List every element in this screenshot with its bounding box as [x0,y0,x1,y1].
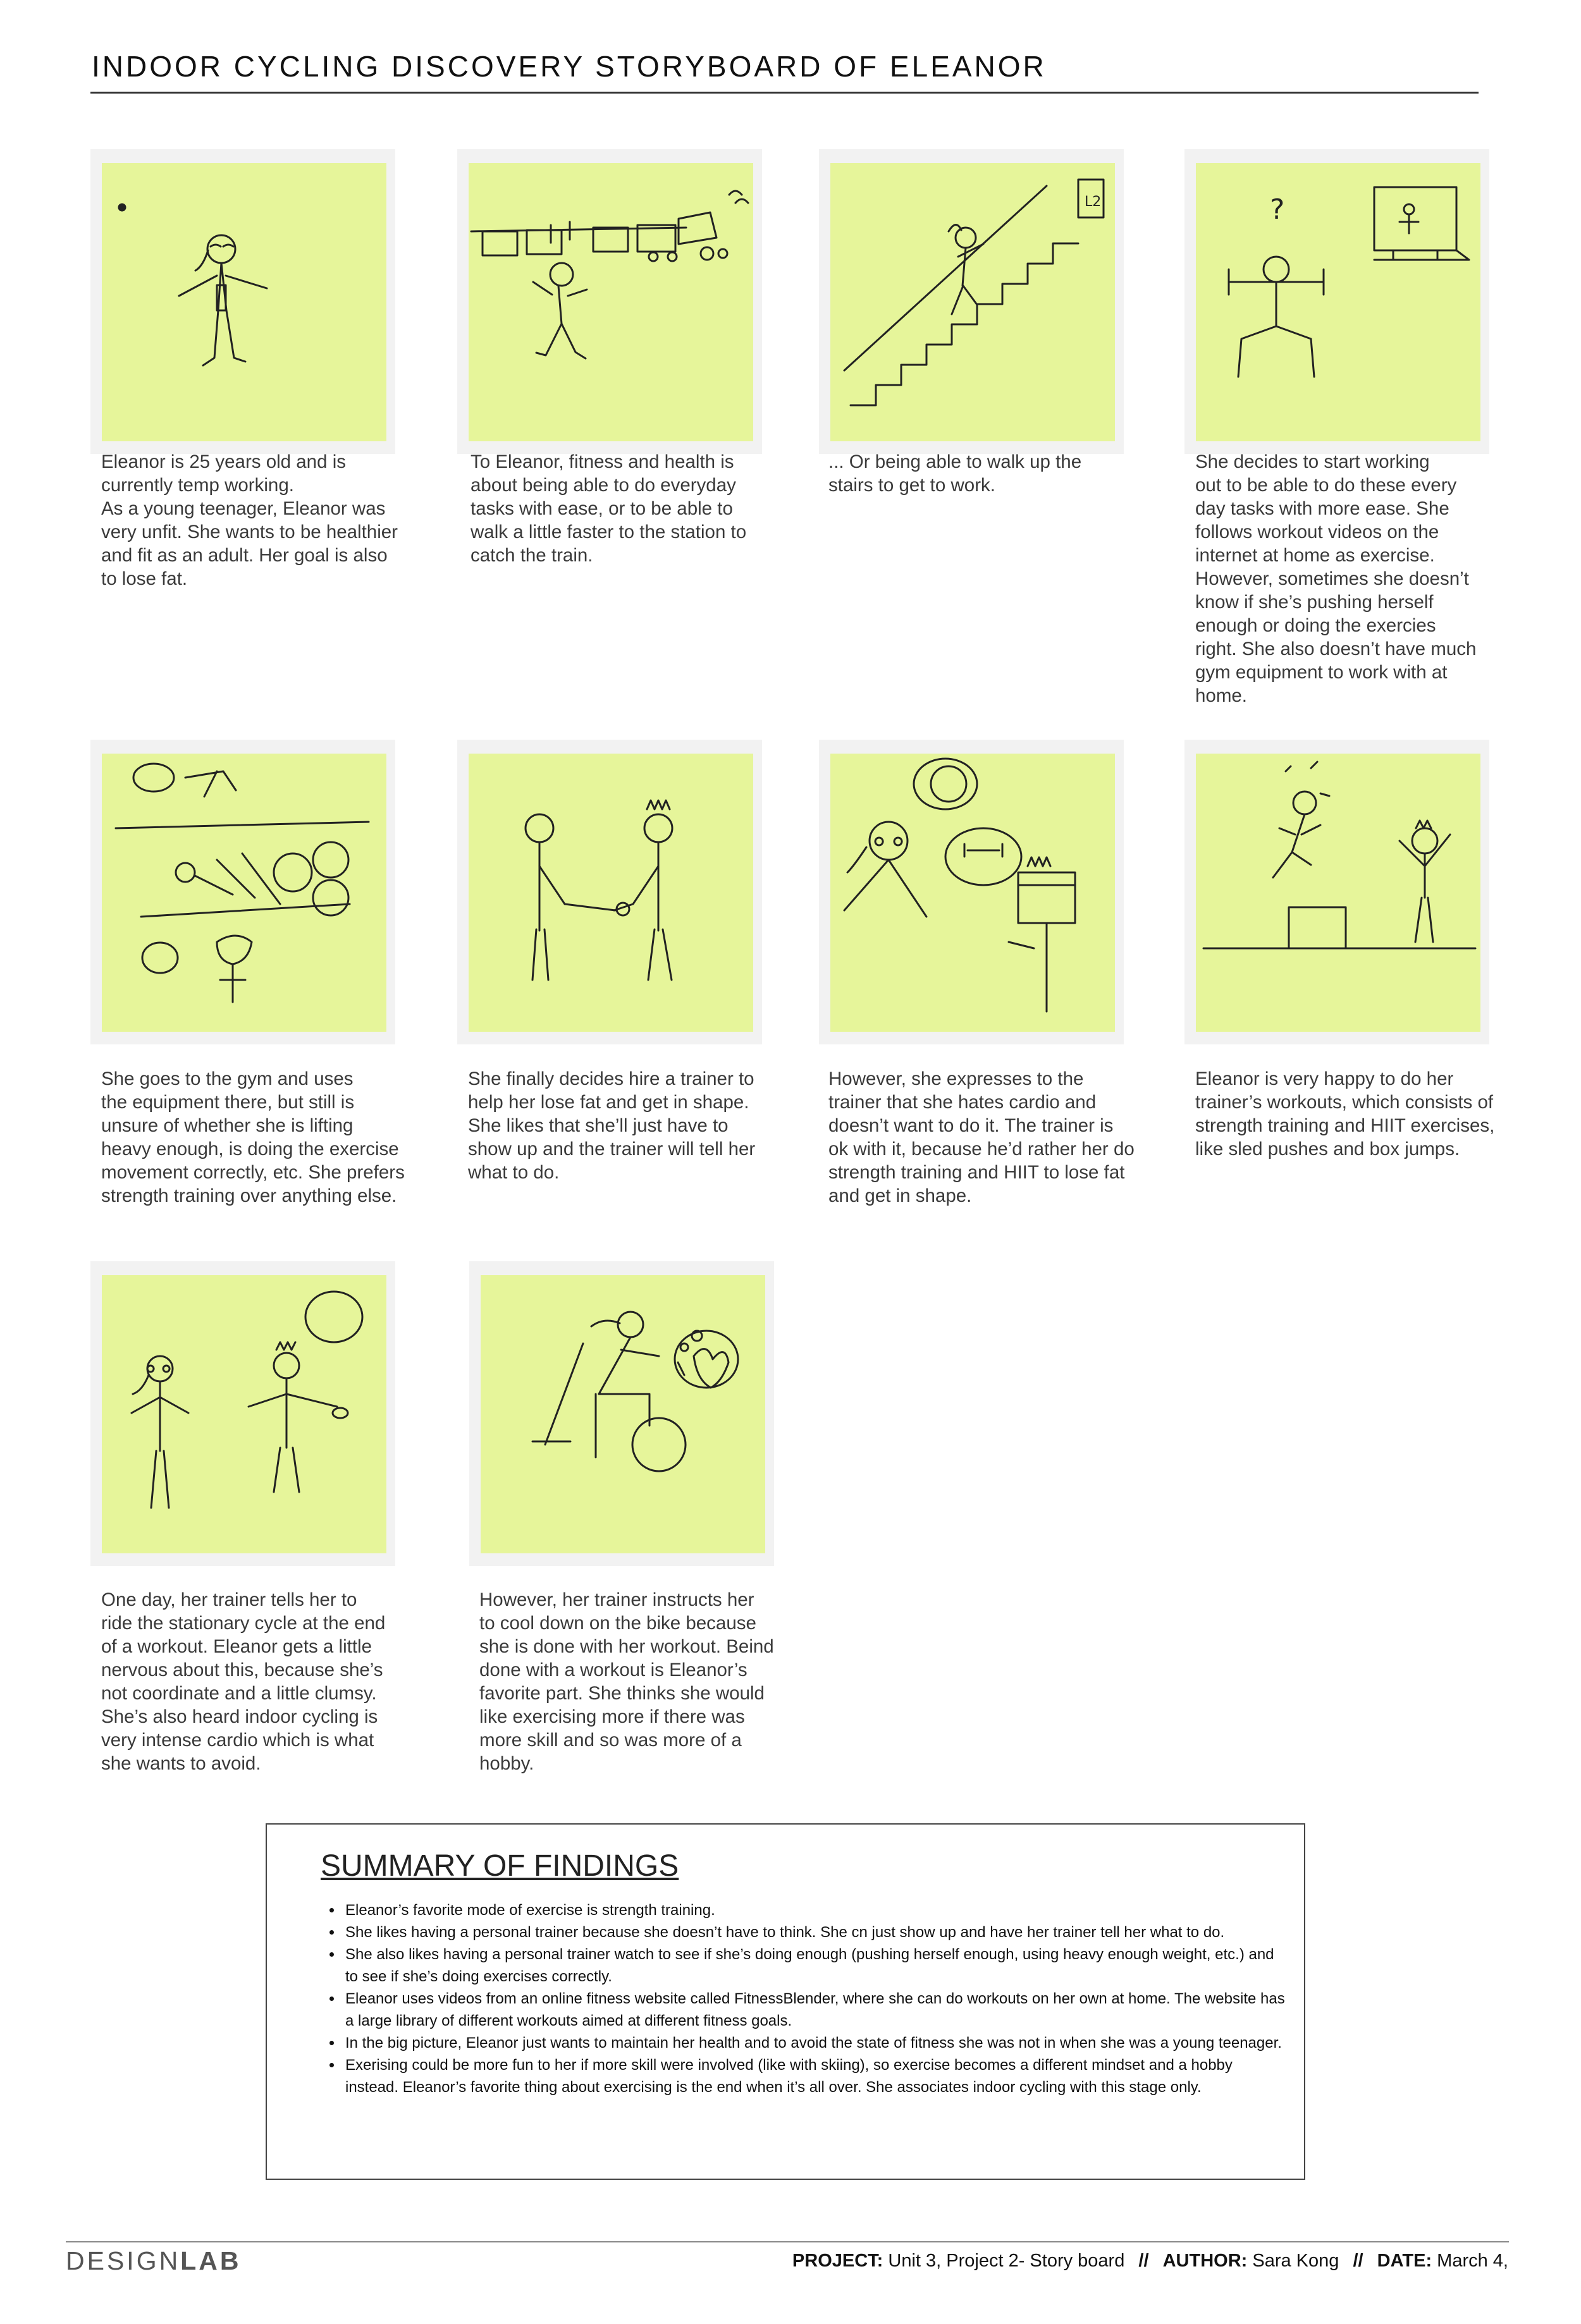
summary-item: • Exerising could be more fun to her if more skill were involved (like with skiing), so exercise becomes a different mindset and a hobby instead. Eleanor’s favorite thing about exercising is the end when it’s all over. She associates indoor cycling with this stage only. [343,2054,1285,2098]
sketch-panel-5 [90,740,395,1044]
project-value: Unit 3, Project 2- Story board [888,2251,1125,2271]
author-label: AUTHOR: [1162,2251,1248,2271]
project-label: PROJECT: [792,2251,883,2271]
panel-3-caption: ... Or being able to walk up the stairs to get to work. [828,451,1082,496]
summary-item: • She also likes having a personal trainer watch to see if she’s doing enough (pushing herself enough, using heavy enough weight, etc.) and to see if she’s doing exercises correctly. [343,1943,1285,1988]
question-mark-text: ? [1270,193,1285,226]
panel-2-caption: To Eleanor, fitness and health is about being able to do everyday tasks with ease, or to be able to walk a little faster to the station to catch the train. [471,451,747,566]
logo-lab: LAB [180,2246,242,2275]
sketch-panel-2 [457,149,762,454]
panel-7-caption: However, she expresses to the trainer that she hates cardio and doesn’t want to do it. The trainer is ok with it, because he’d rather her do strength training and HIIT to lose fat and get in shape. [828,1068,1135,1206]
stairs-sign-text: L2 [1085,194,1102,210]
footer-meta [792,2251,1508,2272]
panel-4-caption: She decides to start working out to be able to do these every day tasks with more ease. She follows workout videos on the internet at home as exercise. However, sometimes she doesn’t know if she’s pushing herself enough or doing the exercies right. She also doesn’t have much gym equipment to work with at home. [1195,451,1477,706]
date-label: DATE: [1377,2251,1432,2271]
date-value: March 4, [1437,2251,1508,2271]
separator: // [1353,2251,1363,2271]
summary-title: SUMMARY OF FINDINGS [321,1849,679,1883]
footer-divider [66,2241,1509,2242]
summary-list [317,1899,1285,2098]
summary-of-findings-box [266,1823,1305,2180]
title-divider [90,92,1479,94]
panel-6-caption: She finally decides hire a trainer to help her lose fat and get in shape. She likes that she’ll just have to show up and the trainer will tell her what to do. [468,1068,756,1183]
sketch-panel-6 [457,740,762,1044]
panel-9-caption: One day, her trainer tells her to ride the stationary cycle at the end of a workout. Eleanor gets a little nervous about this, because she’s not coordinate and a little clumsy. She’s also heard indoor cycling is very intense cardio which is what she wants to avoid. [101,1589,386,1774]
panel-8-caption: Eleanor is very happy to do her trainer’s workouts, which consists of strength training and HIIT exercises, like sled pushes and box jumps. [1195,1068,1495,1159]
summary-item: • She likes having a personal trainer because she doesn’t have to think. She cn just show up and have her trainer tell her what to do. [343,1921,1285,1943]
sketch-panel-4 [1184,149,1489,454]
panel-1-caption: Eleanor is 25 years old and is currently temp working. As a young teenager, Eleanor was very unfit. She wants to be healthier and fit as an adult. Her goal is also to lose fat. [101,451,398,589]
separator: // [1138,2251,1149,2271]
page-title: INDOOR CYCLING DISCOVERY STORYBOARD OF ELEANOR [92,50,1047,83]
logo-design: DESIGN [66,2246,181,2275]
sketch-panel-8 [1184,740,1489,1044]
author-value: Sara Kong [1252,2251,1339,2271]
panel-10-caption: However, her trainer instructs her to cool down on the bike because she is done with her workout. Beind done with a workout is Eleanor’s favorite part. She thinks she would like exercising more if there was more skill and so was more of a hobby. [479,1589,774,1774]
sketch-panel-7 [819,740,1124,1044]
sketch-panel-3 [819,149,1124,454]
sketch-panel-1 [90,149,395,454]
sketch-panel-9 [90,1261,395,1566]
summary-item: • Eleanor’s favorite mode of exercise is strength training. [343,1899,1285,1921]
summary-item: • In the big picture, Eleanor just wants to maintain her health and to avoid the state of fitness she was not in when she was a young teenager. [343,2032,1285,2054]
sketch-panel-10 [469,1261,774,1566]
designlab-logo [66,2246,241,2276]
summary-item: • Eleanor uses videos from an online fitness website called FitnessBlender, where she can do workouts on her own at home. The website has a large library of different workouts aimed at different fitness goals. [343,1988,1285,2032]
panel-5-caption: She goes to the gym and uses the equipment there, but still is unsure of whether she is lifting heavy enough, is doing the exercise movement correctly, etc. She prefers strength training over anything else. [101,1068,405,1206]
